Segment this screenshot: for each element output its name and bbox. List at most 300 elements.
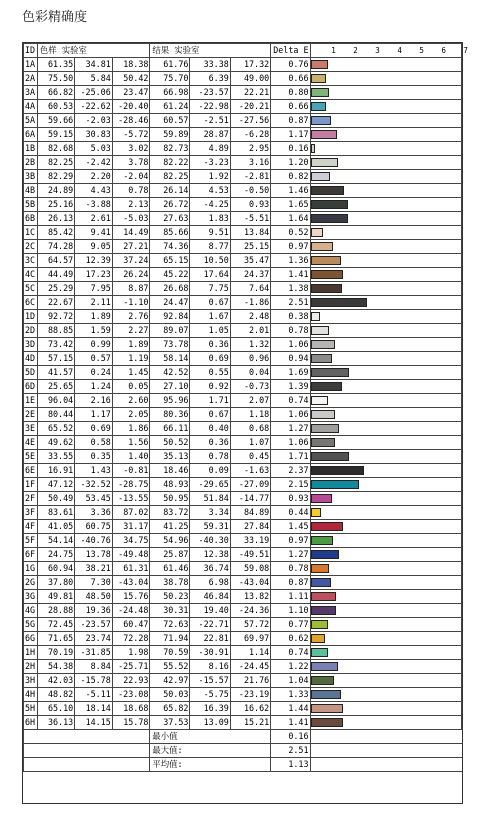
result-lab-value: -29.65: [190, 478, 230, 492]
result-lab-value: 66.98: [150, 86, 190, 100]
result-lab-value: -22.71: [190, 618, 230, 632]
delta-e-value: 1.17: [271, 128, 311, 142]
sample-lab-value: 34.75: [112, 534, 150, 548]
result-lab-value: 84.89: [230, 506, 270, 520]
result-lab-value: 27.10: [150, 380, 190, 394]
patch-id: 4D: [24, 352, 38, 366]
delta-bar-cell: [311, 198, 462, 212]
delta-bar-cell: [311, 366, 462, 380]
table-row: [24, 548, 462, 562]
sample-lab-value: 2.20: [75, 170, 113, 184]
delta-e-value: 0.74: [271, 646, 311, 660]
delta-bar: [311, 88, 329, 97]
delta-bar-cell: [311, 226, 462, 240]
delta-bar: [311, 690, 340, 699]
result-lab-value: 0.36: [190, 338, 230, 352]
patch-id: 1H: [24, 646, 38, 660]
table-row: [24, 58, 462, 72]
delta-e-value: 1.27: [271, 548, 311, 562]
delta-e-value: 2.15: [271, 478, 311, 492]
delta-bar-cell: [311, 128, 462, 142]
sample-lab-value: 59.66: [37, 114, 74, 128]
result-lab-value: 38.78: [150, 576, 190, 590]
patch-id: 5D: [24, 366, 38, 380]
result-lab-value: 24.37: [230, 268, 270, 282]
result-lab-value: -20.21: [230, 100, 270, 114]
sample-lab-value: 34.81: [75, 58, 113, 72]
sample-lab-value: 14.15: [75, 716, 113, 730]
sample-lab-value: 42.03: [37, 674, 74, 688]
delta-bar: [311, 508, 321, 517]
delta-e-value: 0.78: [271, 324, 311, 338]
patch-id: 1D: [24, 310, 38, 324]
result-lab-value: -30.91: [190, 646, 230, 660]
summary-row: [24, 758, 462, 772]
sample-lab-value: 23.47: [112, 86, 150, 100]
sample-lab-value: 18.14: [75, 702, 113, 716]
result-lab-value: 1.71: [190, 394, 230, 408]
delta-e-value: 0.74: [271, 394, 311, 408]
patch-id: 3F: [24, 506, 38, 520]
delta-bar-cell: [311, 394, 462, 408]
patch-id: 2F: [24, 492, 38, 506]
delta-bar-cell: [311, 338, 462, 352]
delta-e-value: 0.77: [271, 618, 311, 632]
delta-bar-cell: [311, 184, 462, 198]
sample-lab-value: 49.62: [37, 436, 74, 450]
delta-e-value: 0.87: [271, 114, 311, 128]
delta-bar: [311, 550, 339, 559]
sample-lab-value: -2.03: [75, 114, 113, 128]
table-row: [24, 380, 462, 394]
delta-bar: [311, 368, 348, 377]
result-lab-value: 36.74: [190, 562, 230, 576]
delta-bar-cell: [311, 352, 462, 366]
delta-bar: [311, 354, 332, 363]
result-lab-value: 82.73: [150, 142, 190, 156]
result-lab-value: 70.59: [150, 646, 190, 660]
patch-id: 2E: [24, 408, 38, 422]
result-lab-value: 26.14: [150, 184, 190, 198]
sample-lab-value: 37.80: [37, 576, 74, 590]
patch-id: 3G: [24, 590, 38, 604]
result-lab-value: 16.62: [230, 702, 270, 716]
sample-lab-value: 54.38: [37, 660, 74, 674]
sample-lab-value: -2.04: [112, 170, 150, 184]
result-lab-value: 9.51: [190, 226, 230, 240]
patch-id: 2C: [24, 240, 38, 254]
sample-lab-value: -13.55: [112, 492, 150, 506]
delta-e-value: 0.97: [271, 534, 311, 548]
result-lab-value: 4.53: [190, 184, 230, 198]
delta-bar-cell: [311, 688, 462, 702]
patch-id: 6H: [24, 716, 38, 730]
sample-lab-value: -49.48: [112, 548, 150, 562]
delta-bar: [311, 396, 327, 405]
patch-id: 4F: [24, 520, 38, 534]
result-lab-value: 59.89: [150, 128, 190, 142]
delta-bar-cell: [311, 576, 462, 590]
result-lab-value: 1.05: [190, 324, 230, 338]
delta-bar: [311, 312, 319, 321]
sample-lab-value: 38.21: [75, 562, 113, 576]
table-row: [24, 436, 462, 450]
delta-bar-cell: [311, 506, 462, 520]
sample-lab-value: 37.24: [112, 254, 150, 268]
table-row: [24, 576, 462, 590]
result-lab-value: -5.51: [230, 212, 270, 226]
sample-lab-value: 65.52: [37, 422, 74, 436]
result-lab-value: 28.87: [190, 128, 230, 142]
table-row: [24, 534, 462, 548]
sample-lab-value: 26.13: [37, 212, 74, 226]
delta-bar: [311, 606, 335, 615]
sample-lab-value: -5.72: [112, 128, 150, 142]
sample-lab-value: -3.88: [75, 198, 113, 212]
result-lab-value: 26.68: [150, 282, 190, 296]
table-row: [24, 296, 462, 310]
result-lab-value: 0.69: [190, 352, 230, 366]
sample-lab-value: 41.57: [37, 366, 74, 380]
sample-lab-value: 12.39: [75, 254, 113, 268]
table-row: [24, 590, 462, 604]
result-lab-value: 1.32: [230, 338, 270, 352]
delta-bar-cell: [311, 408, 462, 422]
patch-id: 6E: [24, 464, 38, 478]
delta-bar-cell: [311, 562, 462, 576]
result-lab-value: 41.25: [150, 520, 190, 534]
result-lab-value: 55.52: [150, 660, 190, 674]
axis-tick-5: 5: [419, 46, 424, 55]
result-lab-value: 0.40: [190, 422, 230, 436]
delta-bar-cell: [311, 254, 462, 268]
result-lab-value: -24.36: [230, 604, 270, 618]
axis-tick-6: 6: [441, 46, 446, 55]
sample-lab-value: 0.78: [112, 184, 150, 198]
delta-bar-cell: [311, 492, 462, 506]
delta-bar-cell: [311, 618, 462, 632]
result-lab-value: -1.86: [230, 296, 270, 310]
result-lab-value: 13.09: [190, 716, 230, 730]
delta-bar: [311, 718, 342, 727]
result-lab-value: 33.38: [190, 58, 230, 72]
delta-e-value: 1.22: [271, 660, 311, 674]
sample-lab-value: -1.10: [112, 296, 150, 310]
delta-bar: [311, 438, 334, 447]
sample-lab-value: 1.86: [112, 422, 150, 436]
sample-lab-value: 70.19: [37, 646, 74, 660]
delta-e-value: 1.39: [271, 380, 311, 394]
delta-bar: [311, 284, 341, 293]
result-lab-value: 25.87: [150, 548, 190, 562]
patch-id: 6A: [24, 128, 38, 142]
delta-e-value: 1.71: [271, 450, 311, 464]
sample-lab-value: -2.42: [75, 156, 113, 170]
sample-lab-value: 15.78: [112, 716, 150, 730]
patch-id: 4H: [24, 688, 38, 702]
patch-id: 6B: [24, 212, 38, 226]
sample-lab-value: 82.29: [37, 170, 74, 184]
sample-lab-value: 49.81: [37, 590, 74, 604]
delta-bar-cell: [311, 86, 462, 100]
sample-lab-value: 7.30: [75, 576, 113, 590]
sample-lab-value: 31.17: [112, 520, 150, 534]
delta-e-value: 1.11: [271, 590, 311, 604]
delta-bar: [311, 270, 342, 279]
sample-lab-value: -24.48: [112, 604, 150, 618]
result-lab-value: 49.00: [230, 72, 270, 86]
result-lab-value: 74.36: [150, 240, 190, 254]
delta-e-value: 0.94: [271, 352, 311, 366]
table-row: [24, 604, 462, 618]
color-accuracy-report: [22, 42, 468, 804]
sample-lab-value: 1.98: [112, 646, 150, 660]
result-lab-value: 33.19: [230, 534, 270, 548]
sample-lab-value: 17.23: [75, 268, 113, 282]
delta-e-value: 1.33: [271, 688, 311, 702]
table-row: [24, 72, 462, 86]
table-row: [24, 632, 462, 646]
result-lab-value: 42.97: [150, 674, 190, 688]
delta-e-value: 1.46: [271, 184, 311, 198]
sample-lab-value: 1.43: [75, 464, 113, 478]
sample-lab-value: 1.19: [112, 352, 150, 366]
delta-bar-cell: [311, 632, 462, 646]
result-lab-value: 7.64: [230, 282, 270, 296]
delta-e-value: 1.65: [271, 198, 311, 212]
table-row: [24, 408, 462, 422]
result-lab-value: 17.32: [230, 58, 270, 72]
table-row: [24, 674, 462, 688]
result-lab-value: 17.64: [190, 268, 230, 282]
result-lab-value: 60.57: [150, 114, 190, 128]
result-lab-value: 50.52: [150, 436, 190, 450]
result-lab-value: 58.14: [150, 352, 190, 366]
table-row: [24, 702, 462, 716]
sample-lab-value: 23.74: [75, 632, 113, 646]
sample-lab-value: -32.52: [75, 478, 113, 492]
result-lab-value: -40.30: [190, 534, 230, 548]
patch-id: 4C: [24, 268, 38, 282]
table-row: [24, 240, 462, 254]
result-lab-value: -49.51: [230, 548, 270, 562]
delta-bar: [311, 116, 330, 125]
table-row: [24, 464, 462, 478]
patch-id: 2B: [24, 156, 38, 170]
delta-bar: [311, 578, 330, 587]
result-lab-value: 51.84: [190, 492, 230, 506]
result-lab-value: 54.96: [150, 534, 190, 548]
result-lab-value: -0.50: [230, 184, 270, 198]
patch-id: 1C: [24, 226, 38, 240]
delta-bar-cell: [311, 156, 462, 170]
result-lab-value: -5.75: [190, 688, 230, 702]
sample-lab-value: -23.57: [75, 618, 113, 632]
sample-lab-value: 5.03: [75, 142, 113, 156]
result-lab-value: 1.07: [230, 436, 270, 450]
result-lab-value: 42.52: [150, 366, 190, 380]
result-lab-value: 2.48: [230, 310, 270, 324]
patch-id: 4A: [24, 100, 38, 114]
result-lab-value: 13.82: [230, 590, 270, 604]
sample-lab-value: 87.02: [112, 506, 150, 520]
result-lab-value: 89.07: [150, 324, 190, 338]
delta-e-value: 1.64: [271, 212, 311, 226]
delta-e-value: 1.20: [271, 156, 311, 170]
delta-bar-cell: [311, 716, 462, 730]
result-lab-value: 2.01: [230, 324, 270, 338]
table-row: [24, 198, 462, 212]
table-row: [24, 716, 462, 730]
sample-lab-value: 24.75: [37, 548, 74, 562]
delta-e-value: 1.41: [271, 268, 311, 282]
result-lab-value: 0.67: [190, 408, 230, 422]
sample-lab-value: 2.60: [112, 394, 150, 408]
delta-bar-cell: [311, 310, 462, 324]
table-row: [24, 492, 462, 506]
result-lab-value: 2.07: [230, 394, 270, 408]
delta-bar: [311, 102, 326, 111]
result-lab-value: 65.15: [150, 254, 190, 268]
table-row: [24, 660, 462, 674]
result-lab-value: 22.81: [190, 632, 230, 646]
patch-id: 3B: [24, 170, 38, 184]
result-lab-value: 57.72: [230, 618, 270, 632]
summary-value: 2.51: [271, 744, 311, 758]
table-row: [24, 142, 462, 156]
table-row: [24, 520, 462, 534]
sample-lab-value: 15.76: [112, 590, 150, 604]
color-accuracy-table: [23, 43, 468, 772]
result-lab-value: 1.14: [230, 646, 270, 660]
patch-id: 2A: [24, 72, 38, 86]
delta-e-value: 1.69: [271, 366, 311, 380]
axis-tick-7: 7: [463, 46, 468, 55]
table-row: [24, 352, 462, 366]
sample-lab-value: 48.82: [37, 688, 74, 702]
sample-lab-value: 8.84: [75, 660, 113, 674]
result-lab-value: 82.25: [150, 170, 190, 184]
result-lab-value: 50.03: [150, 688, 190, 702]
summary-label: 平均值:: [150, 758, 271, 772]
delta-bar: [311, 60, 328, 69]
result-lab-value: 21.76: [230, 674, 270, 688]
delta-bar-cell: [311, 380, 462, 394]
sample-lab-value: 16.91: [37, 464, 74, 478]
sample-lab-value: 2.27: [112, 324, 150, 338]
sample-lab-value: 0.69: [75, 422, 113, 436]
summary-row: [24, 744, 462, 758]
result-lab-value: 30.31: [150, 604, 190, 618]
result-lab-value: 82.22: [150, 156, 190, 170]
sample-lab-value: 3.78: [112, 156, 150, 170]
delta-bar: [311, 564, 328, 573]
result-lab-value: 65.82: [150, 702, 190, 716]
sample-lab-value: 0.24: [75, 366, 113, 380]
delta-bar-cell: [311, 114, 462, 128]
result-lab-value: 61.76: [150, 58, 190, 72]
sample-lab-value: 1.40: [112, 450, 150, 464]
delta-e-value: 1.06: [271, 338, 311, 352]
summary-spacer: [24, 744, 150, 758]
header-delta: Delta E: [271, 44, 311, 58]
result-lab-value: 73.78: [150, 338, 190, 352]
table-row: [24, 254, 462, 268]
result-lab-value: -1.63: [230, 464, 270, 478]
sample-lab-value: 1.45: [112, 366, 150, 380]
sample-lab-value: 22.67: [37, 296, 74, 310]
sample-lab-value: 1.56: [112, 436, 150, 450]
sample-lab-value: 25.29: [37, 282, 74, 296]
delta-bar-cell: [311, 170, 462, 184]
sample-lab-value: -25.06: [75, 86, 113, 100]
patch-id: 1E: [24, 394, 38, 408]
sample-lab-value: 61.35: [37, 58, 74, 72]
result-lab-value: 45.22: [150, 268, 190, 282]
sample-lab-value: 24.89: [37, 184, 74, 198]
summary-label: 最小值: [150, 730, 271, 744]
sample-lab-value: 75.50: [37, 72, 74, 86]
sample-lab-value: 82.25: [37, 156, 74, 170]
sample-lab-value: 4.43: [75, 184, 113, 198]
table-row: [24, 100, 462, 114]
delta-bar-cell: [311, 548, 462, 562]
sample-lab-value: -40.76: [75, 534, 113, 548]
sample-lab-value: 82.68: [37, 142, 74, 156]
delta-e-value: 0.62: [271, 632, 311, 646]
delta-e-value: 1.04: [271, 674, 311, 688]
summary-row: [24, 730, 462, 744]
sample-lab-value: 2.16: [75, 394, 113, 408]
delta-bar-cell: [311, 450, 462, 464]
result-lab-value: -24.45: [230, 660, 270, 674]
header-sample: 色样 实验室: [37, 44, 149, 58]
result-lab-value: 27.84: [230, 520, 270, 534]
sample-lab-value: 72.45: [37, 618, 74, 632]
result-lab-value: 0.96: [230, 352, 270, 366]
result-lab-value: 92.84: [150, 310, 190, 324]
sample-lab-value: 5.84: [75, 72, 113, 86]
delta-bar: [311, 634, 325, 643]
result-lab-value: 8.77: [190, 240, 230, 254]
result-lab-value: 72.63: [150, 618, 190, 632]
result-lab-value: 0.68: [230, 422, 270, 436]
patch-id: 3C: [24, 254, 38, 268]
result-lab-value: 0.93: [230, 198, 270, 212]
patch-id: 5E: [24, 450, 38, 464]
table-row: [24, 156, 462, 170]
sample-lab-value: -22.62: [75, 100, 113, 114]
result-lab-value: 80.36: [150, 408, 190, 422]
table-row: [24, 282, 462, 296]
sample-lab-value: 72.28: [112, 632, 150, 646]
result-lab-value: 3.16: [230, 156, 270, 170]
delta-bar: [311, 326, 328, 335]
sample-lab-value: 1.59: [75, 324, 113, 338]
delta-bar: [311, 228, 322, 237]
axis-tick-2: 2: [353, 46, 358, 55]
table-row: [24, 212, 462, 226]
sample-lab-value: 0.58: [75, 436, 113, 450]
patch-id: 2G: [24, 576, 38, 590]
delta-bar-cell: [311, 436, 462, 450]
delta-bar-cell: [311, 702, 462, 716]
table-row: [24, 226, 462, 240]
delta-bar: [311, 256, 341, 265]
table-row: [24, 128, 462, 142]
delta-bar: [311, 480, 358, 489]
delta-e-value: 0.66: [271, 72, 311, 86]
